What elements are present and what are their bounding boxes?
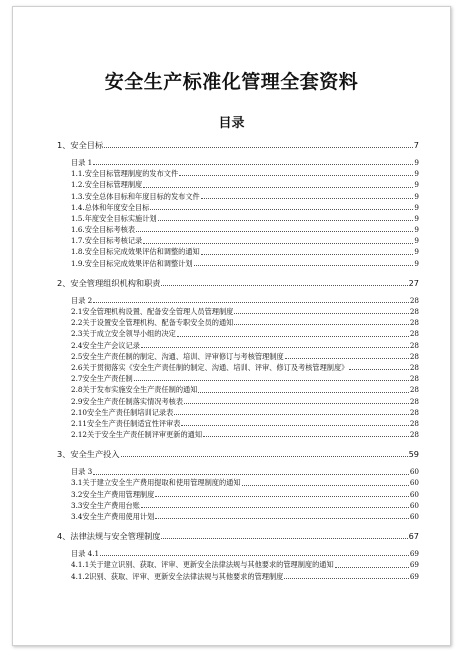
toc-entry-text: 目录 2 bbox=[71, 295, 93, 305]
toc-page-number: 9 bbox=[414, 202, 419, 212]
toc-page-number: 9 bbox=[414, 169, 419, 179]
toc-leader-dots bbox=[93, 302, 409, 303]
toc-leader-dots bbox=[194, 265, 414, 266]
toc-leader-dots bbox=[179, 175, 413, 176]
toc-page-number: 9 bbox=[414, 225, 419, 235]
toc-heading: 目录 bbox=[218, 116, 245, 131]
toc-leader-dots bbox=[349, 369, 408, 370]
toc-entry[interactable] bbox=[57, 306, 419, 317]
toc-entry-text: 2、安全管理组织机构和职责 bbox=[57, 277, 161, 288]
toc-entry[interactable] bbox=[57, 351, 419, 362]
toc-page-number: 28 bbox=[409, 307, 419, 317]
toc-page-number: 28 bbox=[409, 340, 419, 350]
toc-entry[interactable] bbox=[57, 317, 419, 328]
toc-entry-text: 2.12关于安全生产责任制评审更新的通知 bbox=[71, 430, 203, 440]
toc-page-number: 28 bbox=[409, 396, 419, 406]
toc-entry-text: 2.6关于贯彻落实《安全生产责任制的制定、沟通、培训、评审、修订及考核管理制度》 bbox=[71, 362, 349, 372]
toc-entry-text: 2.4安全生产会议记录 bbox=[71, 340, 140, 350]
toc-entry-text: 2.10安全生产责任制培训记录表 bbox=[71, 407, 174, 417]
toc-page-number: 60 bbox=[409, 512, 419, 522]
toc-page-number: 28 bbox=[409, 329, 419, 339]
toc-page-number: 7 bbox=[413, 140, 419, 150]
toc-page-number: 9 bbox=[414, 258, 419, 268]
toc-page-number: 60 bbox=[409, 500, 419, 510]
toc-entry-text: 1.4.总体和年度安全目标 bbox=[71, 202, 150, 212]
toc-page-number: 9 bbox=[414, 247, 419, 257]
toc-page-number: 28 bbox=[409, 318, 419, 328]
toc-leader-dots bbox=[100, 555, 409, 556]
toc-page-number: 60 bbox=[409, 489, 419, 499]
toc-leader-dots bbox=[150, 209, 413, 210]
toc-entry[interactable] bbox=[57, 511, 419, 522]
toc-entry[interactable] bbox=[57, 396, 419, 407]
toc-leader-dots bbox=[284, 578, 408, 579]
toc-leader-dots bbox=[143, 243, 413, 244]
toc-leader-dots bbox=[155, 496, 409, 497]
toc-entry-text: 3.1关于建立安全生产费用提取和使用管理制度的通知 bbox=[71, 478, 241, 488]
toc-entry-text: 4、法律法规与安全管理制度 bbox=[57, 531, 161, 542]
toc-leader-dots bbox=[234, 324, 408, 325]
toc-entry[interactable] bbox=[57, 235, 419, 246]
toc-leader-dots bbox=[285, 358, 409, 359]
toc-entry-text: 1.2.安全目标管理制度 bbox=[71, 180, 143, 190]
toc-entry-text: 目录 4.1 bbox=[71, 549, 100, 559]
toc-leader-dots bbox=[134, 380, 409, 381]
toc-page-number: 59 bbox=[408, 449, 419, 460]
toc-entry-text: 3、安全生产投入 bbox=[57, 449, 120, 460]
toc-entry[interactable] bbox=[57, 548, 419, 559]
toc-entry[interactable] bbox=[57, 179, 419, 190]
toc-leader-dots bbox=[104, 147, 413, 148]
toc-section-entry[interactable] bbox=[57, 448, 419, 460]
toc-page-number: 69 bbox=[409, 560, 419, 570]
toc-leader-dots bbox=[143, 187, 413, 188]
toc-leader-dots bbox=[93, 164, 413, 165]
toc-entry-text: 1.5.年度安全目标实施计划 bbox=[71, 213, 157, 223]
toc-page-number: 69 bbox=[409, 549, 419, 559]
toc-entry[interactable] bbox=[57, 202, 419, 213]
toc-page-number: 67 bbox=[408, 531, 419, 542]
toc-entry-text: 2.8关于发布实施安全生产责任制的通知 bbox=[71, 385, 198, 395]
toc-leader-dots bbox=[158, 220, 414, 221]
toc-entry[interactable] bbox=[57, 478, 419, 489]
toc-entry-text: 2.1安全管理机构设置、配备安全管理人员管理制度 bbox=[71, 307, 234, 317]
toc-entry[interactable] bbox=[57, 362, 419, 373]
toc-leader-dots bbox=[198, 392, 408, 393]
toc-page-number: 28 bbox=[409, 385, 419, 395]
toc-entry[interactable] bbox=[57, 213, 419, 224]
toc-leader-dots bbox=[141, 507, 409, 508]
toc-entry[interactable] bbox=[57, 295, 419, 306]
toc-page-number: 28 bbox=[409, 351, 419, 361]
toc-entry[interactable] bbox=[57, 247, 419, 258]
toc-entry-text: 目录 1 bbox=[71, 157, 93, 167]
toc-page-number: 27 bbox=[408, 277, 419, 288]
toc-leader-dots bbox=[184, 403, 409, 404]
toc-leader-dots bbox=[141, 347, 409, 348]
toc-leader-dots bbox=[93, 474, 409, 475]
toc-leader-dots bbox=[181, 425, 408, 426]
toc-entry-text: 2.7安全生产责任制 bbox=[71, 374, 133, 384]
toc-page-number: 28 bbox=[409, 295, 419, 305]
toc-page-number: 9 bbox=[414, 236, 419, 246]
toc-entry-text: 2.2关于设置安全管理机构、配备专职安全员的通知 bbox=[71, 318, 234, 328]
toc-entry[interactable] bbox=[57, 489, 419, 500]
toc-entry-text: 1、安全目标 bbox=[57, 140, 104, 150]
toc-entry[interactable] bbox=[57, 224, 419, 235]
toc-leader-dots bbox=[201, 198, 414, 199]
toc-entry-text: 1.3.安全总体目标和年度目标的发布文件 bbox=[71, 191, 200, 201]
toc-entry-text: 1.7.安全目标考核记录 bbox=[71, 236, 143, 246]
toc-leader-dots bbox=[177, 336, 409, 337]
toc-page-number: 9 bbox=[414, 157, 419, 167]
toc-entry-text: 1.9.安全目标完成效果评估和调整计划 bbox=[71, 258, 193, 268]
toc-entry[interactable] bbox=[57, 559, 419, 570]
toc-leader-dots bbox=[335, 567, 409, 568]
toc-entry[interactable] bbox=[57, 340, 419, 351]
toc-page-number: 28 bbox=[409, 362, 419, 372]
toc-leader-dots bbox=[161, 538, 407, 539]
toc-entry-text: 2.9安全生产责任制落实情况考核表 bbox=[71, 396, 184, 406]
toc-entry[interactable] bbox=[57, 373, 419, 384]
toc-leader-dots bbox=[136, 231, 413, 232]
toc-page-number: 9 bbox=[414, 191, 419, 201]
toc-leader-dots bbox=[203, 436, 409, 437]
toc-entry-text: 2.11安全生产责任制适宜性评审表 bbox=[71, 418, 181, 428]
toc-entry[interactable] bbox=[57, 157, 419, 168]
toc-section-entry[interactable] bbox=[57, 277, 419, 289]
toc-leader-dots bbox=[155, 518, 409, 519]
toc-page-number: 9 bbox=[414, 213, 419, 223]
toc-page-number: 60 bbox=[409, 478, 419, 488]
toc-entry-text: 2.3关于成立安全领导小组的决定 bbox=[71, 329, 176, 339]
toc-entry[interactable] bbox=[57, 429, 419, 440]
toc-leader-dots bbox=[161, 285, 407, 286]
toc-entry[interactable] bbox=[57, 258, 419, 269]
toc-leader-dots bbox=[242, 485, 409, 486]
table-of-contents bbox=[57, 139, 419, 582]
toc-page-number: 60 bbox=[409, 467, 419, 477]
toc-page-number: 28 bbox=[409, 418, 419, 428]
toc-entry-text: 3.3安全生产费用台账 bbox=[71, 500, 140, 510]
toc-entry-text: 1.1.安全目标管理制度的发布文件 bbox=[71, 169, 179, 179]
toc-entry[interactable] bbox=[57, 418, 419, 429]
toc-entry-text: 目录 3 bbox=[71, 467, 93, 477]
toc-section-entry[interactable] bbox=[57, 139, 419, 151]
toc-leader-dots bbox=[121, 456, 408, 457]
toc-entry[interactable] bbox=[57, 500, 419, 511]
toc-entry-text: 1.8.安全目标完成效果评估和调整的通知 bbox=[71, 247, 200, 257]
document-page bbox=[12, 6, 451, 646]
toc-page-number: 69 bbox=[409, 571, 419, 581]
toc-entry-text: 2.5安全生产责任制的制定、沟通、培训、评审修订与考核管理制度 bbox=[71, 351, 284, 361]
toc-page-number: 28 bbox=[409, 374, 419, 384]
toc-page-number: 28 bbox=[409, 430, 419, 440]
toc-entry[interactable] bbox=[57, 191, 419, 202]
toc-entry-text: 3.4安全生产费用使用计划 bbox=[71, 512, 155, 522]
toc-entry-text: 3.2安全生产费用管理制度 bbox=[71, 489, 155, 499]
toc-entry-text: 1.6.安全目标考核表 bbox=[71, 225, 136, 235]
toc-entry[interactable] bbox=[57, 407, 419, 418]
toc-leader-dots bbox=[201, 254, 414, 255]
toc-leader-dots bbox=[234, 313, 408, 314]
toc-entry[interactable] bbox=[57, 571, 419, 582]
toc-entry[interactable] bbox=[57, 466, 419, 477]
toc-entry-text: 4.1.1关于建立识别、获取、评审、更新安全法律法规与其他要求的管理制度的通知 bbox=[71, 560, 334, 570]
toc-section-entry[interactable] bbox=[57, 530, 419, 542]
toc-page-number: 9 bbox=[414, 180, 419, 190]
document-title: 安全生产标准化管理全套资料 bbox=[104, 71, 359, 93]
toc-entry-text: 4.1.2识别、获取、评审、更新安全法律法规与其他要求的管理制度 bbox=[71, 571, 284, 581]
toc-leader-dots bbox=[174, 414, 409, 415]
toc-entry[interactable] bbox=[57, 168, 419, 179]
toc-entry[interactable] bbox=[57, 384, 419, 395]
toc-entry[interactable] bbox=[57, 328, 419, 339]
toc-page-number: 28 bbox=[409, 407, 419, 417]
